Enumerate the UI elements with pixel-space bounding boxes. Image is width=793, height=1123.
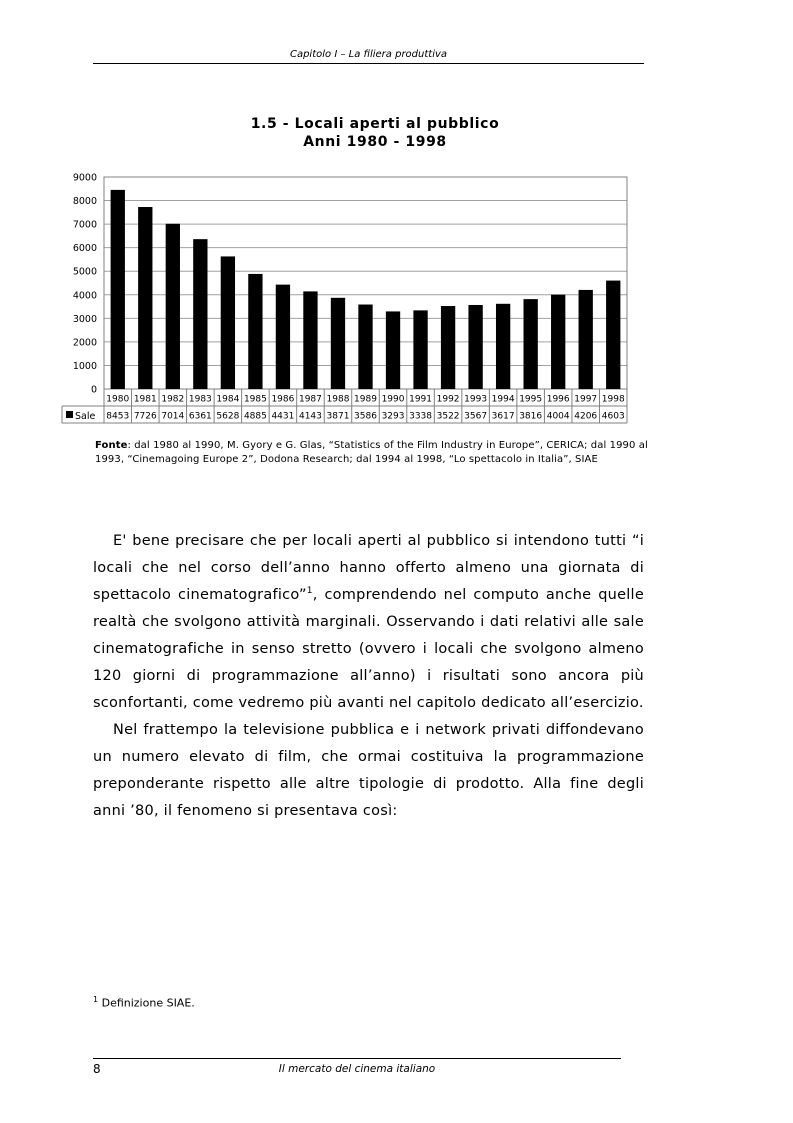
paragraph-1-text-b: , comprendendo nel computo anche quelle realtà che svolgono attività marginali. Osservando i dati relativi alle sale cinematografiche in senso stretto (ovvero i locali che svolgono almeno 120 giorni di programmazione all’anno) i risultati sono ancora più sconfortanti, come vedremo più avanti nel capitolo dedicato all’esercizio. — [93, 587, 644, 711]
data-label: 5628 — [216, 411, 240, 422]
body-text — [93, 528, 644, 825]
legend-swatch — [66, 411, 73, 418]
x-tick-label: 1986 — [271, 394, 295, 405]
running-header: Capitolo I – La filiera produttiva — [289, 49, 448, 60]
bar — [331, 298, 345, 389]
legend-label: Sale — [75, 411, 96, 422]
x-tick-label: 1981 — [133, 394, 157, 405]
data-label: 4143 — [298, 411, 322, 422]
data-label: 4004 — [546, 411, 570, 422]
bar — [496, 304, 510, 389]
bar — [248, 274, 262, 389]
x-tick-label: 1982 — [161, 394, 185, 405]
header-rule — [93, 63, 644, 64]
data-label: 3522 — [436, 411, 460, 422]
x-tick-label: 1997 — [574, 394, 598, 405]
y-tick-label: 4000 — [72, 290, 97, 302]
x-tick-label: 1983 — [188, 394, 212, 405]
data-label: 3293 — [381, 411, 405, 422]
source-text: : dal 1980 al 1990, M. Gyory e G. Glas, “Statistics of the Film Industry in Europe”, CERICA; dal 1990 al 1993, “Cinemagoing Europe 2”, Dodona Research; dal 1994 al 1998, “Lo spettacolo in Italia”, SIAE — [95, 440, 648, 465]
chart-title-line-2: Anni 1980 - 1998 — [303, 134, 447, 150]
bar — [276, 285, 290, 389]
y-tick-label: 3000 — [72, 313, 97, 325]
running-footer: Il mercato del cinema italiano — [278, 1063, 436, 1075]
bar — [221, 256, 235, 389]
x-tick-label: 1980 — [106, 394, 130, 405]
data-label: 4603 — [601, 411, 625, 422]
bar — [551, 295, 565, 389]
x-tick-label: 1989 — [354, 394, 377, 405]
chart-source-note — [95, 439, 650, 467]
x-tick-label: 1991 — [409, 394, 433, 405]
data-label: 7014 — [161, 411, 185, 422]
source-label: Fonte — [95, 440, 128, 451]
footnote-number: 1 — [93, 995, 99, 1004]
data-label: 7726 — [133, 411, 157, 422]
x-tick-label: 1998 — [601, 394, 625, 405]
x-tick-label: 1993 — [464, 394, 488, 405]
y-tick-label: 5000 — [72, 266, 97, 278]
bar — [579, 290, 593, 389]
data-label: 3816 — [519, 411, 543, 422]
paragraph-2: Nel frattempo la televisione pubblica e i network privati diffondevano un numero elevato di film, che ormai costituiva la programmazione preponderante rispetto alle altre tipologie di prodotto. Alla fine degli anni ’80, il fenomeno si presentava così: — [93, 722, 644, 819]
data-label: 6361 — [188, 411, 212, 422]
x-tick-label: 1990 — [381, 394, 405, 405]
y-tick-label: 6000 — [72, 243, 97, 255]
y-tick-label: 9000 — [72, 172, 97, 184]
y-tick-label: 7000 — [72, 219, 97, 231]
bar — [524, 299, 538, 389]
chart-title-line-1: 1.5 - Locali aperti al pubblico — [250, 116, 500, 132]
x-tick-label: 1988 — [326, 394, 350, 405]
bar — [193, 239, 207, 389]
y-tick-label: 1000 — [72, 360, 97, 372]
y-tick-label: 8000 — [72, 196, 97, 208]
paragraph-1 — [93, 528, 644, 717]
data-label: 4431 — [271, 411, 295, 422]
x-tick-label: 1992 — [436, 394, 460, 405]
footer-rule — [93, 1058, 621, 1059]
x-tick-label: 1995 — [519, 394, 543, 405]
bar-chart — [60, 170, 640, 432]
data-label: 3338 — [409, 411, 433, 422]
footnote — [93, 995, 195, 1010]
x-tick-label: 1996 — [546, 394, 570, 405]
bar — [303, 291, 317, 389]
x-tick-label: 1985 — [243, 394, 267, 405]
bar — [606, 281, 620, 389]
data-label: 3567 — [464, 411, 488, 422]
bar — [441, 306, 455, 389]
bar — [358, 305, 372, 389]
bar — [166, 224, 180, 389]
y-tick-label: 2000 — [72, 337, 97, 349]
data-label: 3617 — [491, 411, 515, 422]
data-label: 4885 — [243, 411, 267, 422]
x-tick-label: 1987 — [298, 394, 322, 405]
data-label: 8453 — [106, 411, 130, 422]
footnote-text: Definizione SIAE. — [101, 996, 195, 1010]
page-number: 8 — [93, 1062, 101, 1076]
data-label: 3586 — [354, 411, 377, 422]
y-tick-label: 0 — [90, 384, 97, 396]
x-tick-label: 1994 — [491, 394, 515, 405]
bar — [468, 305, 482, 389]
chart-title — [150, 115, 600, 151]
bar — [413, 310, 427, 389]
paragraph-1-text-a: E' bene precisare che per locali aperti al pubblico si intendono tutti “i locali che nel corso dell’anno hanno offerto almeno una giornata di spettacolo cinematografico” — [93, 533, 644, 603]
data-label: 3871 — [326, 411, 350, 422]
bar — [138, 207, 152, 389]
x-tick-label: 1984 — [216, 394, 240, 405]
bar — [111, 190, 125, 389]
data-label: 4206 — [574, 411, 598, 422]
bar — [386, 311, 400, 389]
footnote-reference[interactable]: 1 — [306, 586, 313, 597]
